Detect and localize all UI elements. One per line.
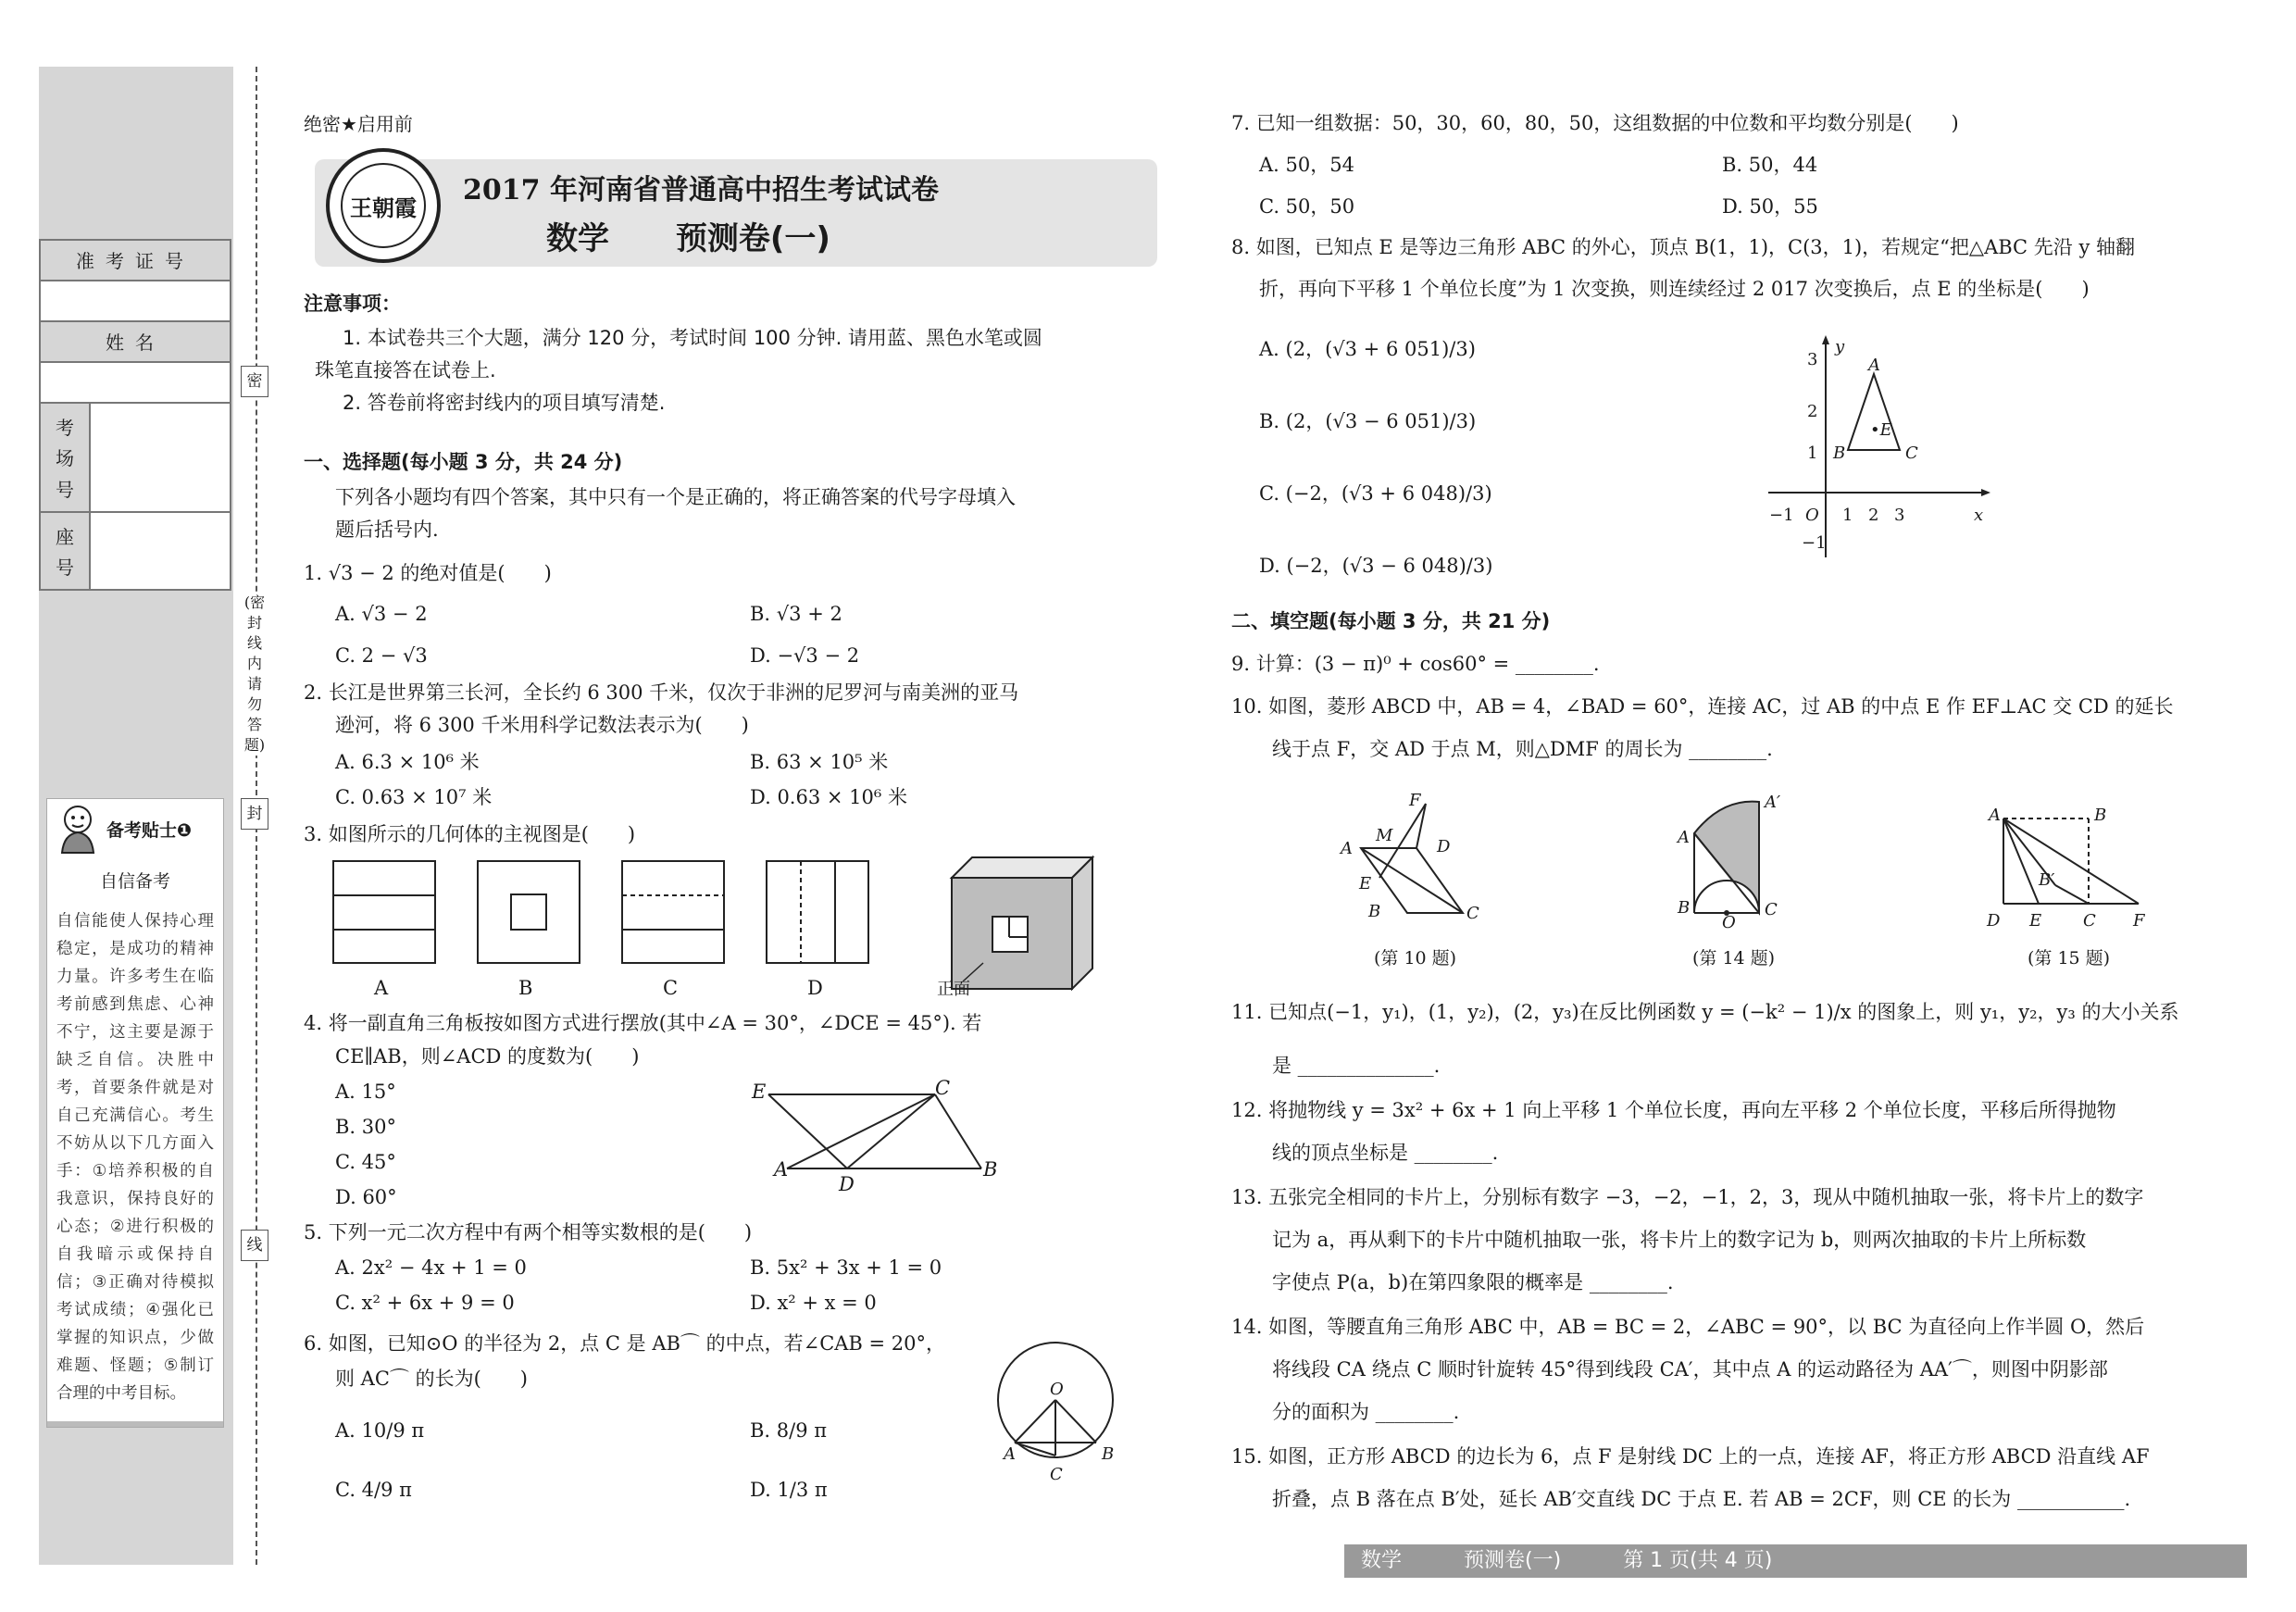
q8-axis-x-1: 1	[1842, 506, 1853, 525]
q11-stem-b: 是 ______________.	[1272, 1055, 1441, 1077]
q15-stem-b: 折叠，点 B 落在点 B′处，延长 AB′交直线 DC 于点 E. 若 AB = 2CF，则 CE 的长为 ___________.	[1272, 1488, 2131, 1510]
fig10-point-c: C	[1466, 904, 1479, 923]
note-1b: 珠笔直接答在试卷上.	[315, 359, 496, 381]
fig15-point-b: B	[2094, 806, 2107, 825]
q8-option-b[interactable]: B. (2，(√3 − 6 051)/3)	[1259, 410, 1477, 432]
q5-option-a[interactable]: A. 2x² − 4x + 1 = 0	[335, 1256, 527, 1279]
seat-field[interactable]	[91, 513, 230, 589]
room-field[interactable]	[91, 404, 230, 511]
q13-stem-a: 13. 五张完全相同的卡片上，分别标有数字 −3，−2，−1，2，3，现从中随机抽取一张，将卡片上的数字	[1231, 1186, 2144, 1208]
q5-option-b[interactable]: B. 5x² + 3x + 1 = 0	[750, 1256, 942, 1279]
fig15-point-b-prime: B′	[2039, 870, 2055, 890]
q6-option-c[interactable]: C. 4/9 π	[335, 1479, 412, 1501]
q3-label-c[interactable]: C	[663, 977, 679, 999]
subject-name: 数学	[546, 220, 609, 257]
fig10-caption: (第 10 题)	[1374, 948, 1457, 968]
mascot-icon	[55, 803, 101, 855]
q8-axis-x-2: 2	[1868, 506, 1879, 525]
q4-point-d: D	[839, 1173, 855, 1195]
seat-row	[41, 513, 230, 589]
q8-axis-y-label: y	[1835, 337, 1845, 356]
q6-option-a[interactable]: A. 10/9 π	[335, 1419, 425, 1442]
study-tip-box	[46, 798, 224, 1428]
fig10-point-m: M	[1376, 826, 1393, 845]
publisher-seal	[326, 148, 441, 263]
q6-point-o: O	[1050, 1380, 1064, 1399]
tip-footer-bar	[47, 1421, 223, 1427]
tip-header	[47, 799, 223, 858]
q8-point-b: B	[1833, 444, 1846, 463]
q12-stem-a: 12. 将抛物线 y = 3x² + 6x + 1 向上平移 1 个单位长度，再向左平移 2 个单位长度，平移后所得抛物	[1231, 1099, 2116, 1121]
q6-point-a: A	[1004, 1444, 1016, 1464]
q3-label-b[interactable]: B	[518, 977, 533, 999]
q10-stem-b: 线于点 F，交 AD 于点 M，则△DMF 的周长为 ________.	[1272, 738, 1773, 760]
q14-stem-c: 分的面积为 ________.	[1272, 1401, 1460, 1423]
name-label: 姓名	[41, 322, 230, 363]
q2-option-d[interactable]: D. 0.63 × 10⁶ 米	[750, 786, 907, 808]
q8-axis-x-3: 3	[1894, 506, 1905, 525]
q7-option-c[interactable]: C. 50，50	[1259, 195, 1355, 218]
q2-option-c[interactable]: C. 0.63 × 10⁷ 米	[335, 786, 493, 808]
q5-stem: 5. 下列一元二次方程中有两个相等实数根的是( )	[304, 1221, 753, 1243]
q1-stem: 1. √3 − 2 的绝对值是( )	[304, 562, 552, 584]
q3-stem: 3. 如图所示的几何体的主视图是( )	[304, 823, 636, 845]
fig14-point-a: A	[1678, 828, 1690, 847]
candidate-info-table	[39, 239, 231, 591]
section-1-heading: 一、选择题(每小题 3 分，共 24 分)	[304, 451, 623, 473]
fig15-square	[1990, 806, 2157, 917]
fig15-point-a: A	[1989, 806, 2001, 825]
footer-subject: 数学	[1361, 1549, 1403, 1572]
q8-axis-origin: O	[1805, 506, 1819, 525]
q6-option-d[interactable]: D. 1/3 π	[750, 1479, 828, 1501]
q14-stem-a: 14. 如图，等腰直角三角形 ABC 中，AB = BC = 2，∠ABC = 90°，以 BC 为直径向上作半圆 O，然后	[1231, 1316, 2145, 1338]
q1-option-b[interactable]: B. √3 + 2	[750, 603, 842, 625]
q3-label-d[interactable]: D	[807, 977, 823, 999]
q8-option-d[interactable]: D. (−2，(√3 − 6 048)/3)	[1259, 555, 1493, 577]
q2-stem-a: 2. 长江是世界第三长河，全长约 6 300 千米，仅次于非洲的尼罗河与南美洲的亚马	[304, 681, 1019, 704]
q1-option-d[interactable]: D. −√3 − 2	[750, 644, 860, 667]
q4-option-a[interactable]: A. 15°	[335, 1081, 396, 1103]
q4-point-b: B	[983, 1158, 998, 1181]
q8-stem-b: 折，再向下平移 1 个单位长度”为 1 次变换，则连续经过 2 017 次变换后，点 E 的坐标是( )	[1259, 278, 2090, 300]
fig10-point-d: D	[1437, 837, 1451, 856]
fig15-caption: (第 15 题)	[2028, 948, 2111, 968]
exam-title: 2017 年河南省普通高中招生考试试卷	[463, 174, 939, 206]
fig14-point-o: O	[1722, 913, 1736, 932]
q2-option-b[interactable]: B. 63 × 10⁵ 米	[750, 751, 889, 773]
paper-name: 预测卷(一)	[675, 220, 830, 257]
q7-option-b[interactable]: B. 50，44	[1722, 154, 1818, 176]
fig15-point-f: F	[2133, 911, 2145, 931]
q4-triangles-figure	[750, 1074, 1009, 1194]
q8-option-c[interactable]: C. (−2，(√3 + 6 048)/3)	[1259, 482, 1492, 505]
q8-axis-y-3: 3	[1807, 350, 1818, 369]
seal-note: (密封线内请勿答题)	[243, 594, 266, 754]
q8-point-a: A	[1868, 356, 1880, 375]
q11-stem-a: 11. 已知点(−1，y₁)，(1，y₂)，(2，y₃)在反比例函数 y = (−k² − 1)/x 的图象上，则 y₁，y₂，y₃ 的大小关系	[1231, 1001, 2179, 1023]
q4-stem-b: CE∥AB，则∠ACD 的度数为( )	[335, 1045, 640, 1068]
q3-label-a[interactable]: A	[374, 977, 389, 999]
page-footer	[1344, 1544, 2247, 1578]
q13-stem-b: 记为 a，再从剩下的卡片中随机抽取一张，将卡片上的数字记为 b，则两次抽取的卡片上所标数	[1272, 1229, 2087, 1251]
q4-option-d[interactable]: D. 60°	[335, 1186, 397, 1208]
q8-point-c: C	[1905, 444, 1918, 463]
q8-axis-x-minus1: −1	[1769, 506, 1794, 525]
q7-option-d[interactable]: D. 50，55	[1722, 195, 1818, 218]
seat-label: 座 号	[41, 513, 91, 589]
seal-char-xian: 线	[241, 1230, 268, 1261]
fig10-rhombus	[1342, 794, 1509, 924]
q7-option-a[interactable]: A. 50，54	[1259, 154, 1354, 176]
seal-char-feng: 封	[241, 798, 268, 830]
q6-stem-a: 6. 如图，已知⊙O 的半径为 2，点 C 是 AB⌒ 的中点，若∠CAB = 20°，	[304, 1332, 946, 1355]
publisher-seal-text: 王朝霞	[341, 163, 426, 248]
note-1a: 1. 本试卷共三个大题，满分 120 分，考试时间 100 分钟. 请用蓝、黑色水笔或圆	[343, 327, 1042, 349]
tip-body: 自信能使人保持心理稳定，是成功的精神力量。许多考生在临考前感到焦虑、心神不宁，这主要是源于缺乏自信。决胜中考，首要条件就是对自己充满信心。考生不妨从以下几方面入手：①培养积极的自我意识，保持良好的心态；②进行积极的自我暗示或保持自信；③正确对待模拟考试成绩；④强化已掌握的知识点，少做难题、怪题；⑤制订合理的中考目标。	[56, 912, 214, 1403]
note-2: 2. 答卷前将密封线内的项目填写清楚.	[343, 392, 666, 414]
fig14-point-a-prime: A′	[1765, 793, 1781, 812]
exam-number-field[interactable]	[41, 281, 230, 322]
fig15-point-e: E	[2029, 911, 2042, 931]
q3-views-figure	[324, 852, 1157, 1000]
q8-axis-y-1: 1	[1807, 444, 1818, 463]
name-field[interactable]	[41, 363, 230, 404]
footer-page-number: 第 1 页(共 4 页)	[1623, 1549, 1773, 1572]
q4-point-a: A	[774, 1158, 789, 1181]
q1-option-c[interactable]: C. 2 − √3	[335, 644, 428, 667]
section-1-intro-b: 题后括号内.	[335, 519, 439, 541]
q7-stem: 7. 已知一组数据：50，30，60，80，50，这组数据的中位数和平均数分别是( )	[1231, 112, 1959, 134]
exam-subtitle	[546, 213, 830, 258]
section-2-heading: 二、填空题(每小题 3 分，共 21 分)	[1231, 610, 1551, 632]
confidential-mark: 绝密★启用前	[304, 113, 413, 135]
q6-point-b: B	[1102, 1444, 1115, 1464]
section-1-intro-a: 下列各小题均有四个答案，其中只有一个是正确的，将正确答案的代号字母填入	[335, 486, 1016, 508]
q13-stem-c: 字使点 P(a，b)在第四象限的概率是 ________.	[1272, 1271, 1674, 1293]
q15-stem-a: 15. 如图，正方形 ABCD 的边长为 6，点 F 是射线 DC 上的一点，连接 AF，将正方形 ABCD 沿直线 AF	[1231, 1445, 2150, 1468]
q9-stem: 9. 计算：(3 − π)⁰ + cos60° = ________.	[1231, 653, 1600, 675]
fig10-point-a: A	[1341, 839, 1353, 858]
seal-char-mi: 密	[241, 366, 268, 397]
q8-option-a[interactable]: A. (2，(√3 + 6 051)/3)	[1259, 338, 1476, 360]
q4-stem-a: 4. 将一副直角三角板按如图方式进行摆放(其中∠A = 30°，∠DCE = 45°). 若	[304, 1012, 982, 1034]
q5-option-c[interactable]: C. x² + 6x + 9 = 0	[335, 1292, 515, 1314]
q14-stem-b: 将线段 CA 绕点 C 顺时针旋转 45°得到线段 CA′，其中点 A 的运动路径为 AA′⌒，则图中阴影部	[1272, 1358, 2108, 1381]
q8-axis-y-minus1: −1	[1802, 533, 1827, 553]
q12-stem-b: 线的顶点坐标是 ________.	[1272, 1142, 1499, 1164]
fig15-point-c: C	[2083, 911, 2096, 931]
notes-heading: 注意事项：	[304, 293, 401, 315]
fig10-point-b: B	[1368, 902, 1381, 921]
q10-stem-a: 10. 如图，菱形 ABCD 中，AB = 4，∠BAD = 60°，连接 AC，过 AB 的中点 E 作 EF⊥AC 交 CD 的延长	[1231, 695, 2174, 718]
tip-title: 自信备考	[99, 871, 170, 892]
q8-axis-x-label: x	[1974, 506, 1984, 525]
q6-point-c: C	[1050, 1465, 1063, 1484]
fig10-point-f: F	[1409, 791, 1421, 810]
room-label: 考 场 号	[41, 404, 91, 511]
q4-option-c[interactable]: C. 45°	[335, 1151, 396, 1173]
q2-stem-b: 逊河，将 6 300 千米用科学记数法表示为( )	[335, 714, 749, 736]
q6-stem-b: 则 AC⌒ 的长为( )	[335, 1368, 528, 1390]
footer-paper: 预测卷(一)	[1464, 1549, 1562, 1572]
q4-point-c: C	[935, 1077, 951, 1099]
fig10-point-e: E	[1359, 874, 1372, 893]
q4-option-b[interactable]: B. 30°	[335, 1116, 397, 1138]
q3-front-label: 正面	[937, 980, 970, 999]
q8-point-e: •E	[1870, 420, 1892, 440]
fig15-point-d: D	[1987, 911, 2001, 931]
tip-badge: 备考贴士❶	[106, 819, 193, 841]
room-row	[41, 404, 230, 513]
q5-option-d[interactable]: D. x² + x = 0	[750, 1292, 877, 1314]
fig14-caption: (第 14 题)	[1692, 948, 1776, 968]
q4-point-e: E	[752, 1081, 767, 1103]
fig14-point-b: B	[1678, 898, 1691, 918]
exam-number-label: 准考证号	[41, 241, 230, 281]
q8-stem-a: 8. 如图，已知点 E 是等边三角形 ABC 的外心，顶点 B(1，1)，C(3，1)，若规定“把△ABC 先沿 y 轴翻	[1231, 236, 2136, 258]
q6-option-b[interactable]: B. 8/9 π	[750, 1419, 828, 1442]
q8-axis-y-2: 2	[1807, 402, 1818, 421]
q2-option-a[interactable]: A. 6.3 × 10⁶ 米	[335, 751, 480, 773]
q1-option-a[interactable]: A. √3 − 2	[335, 603, 428, 625]
fig14-point-c: C	[1765, 900, 1778, 919]
